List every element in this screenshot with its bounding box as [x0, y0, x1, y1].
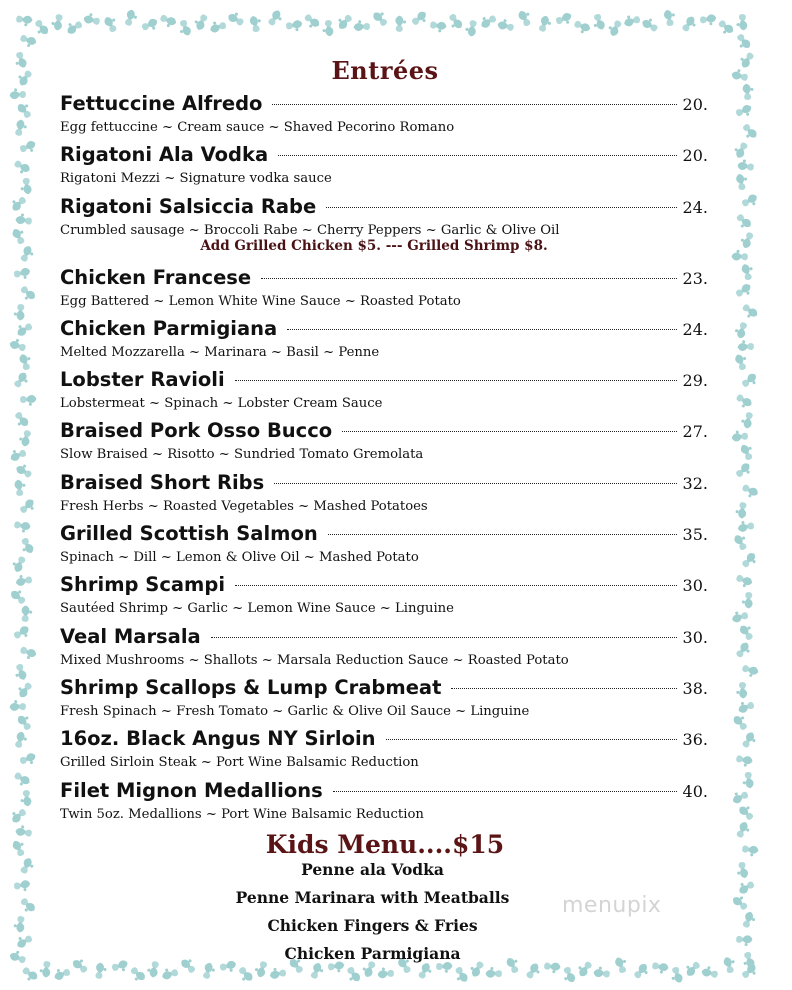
item-price: 24. [682, 319, 708, 339]
dot-leader [326, 207, 676, 208]
menu-item [60, 92, 708, 143]
item-description: Lobstermeat ~ Spinach ~ Lobster Cream Sauce [60, 396, 383, 412]
menu-item [60, 471, 708, 522]
item-name: Chicken Parmigiana [60, 316, 278, 340]
item-description: Twin 5oz. Medallions ~ Port Wine Balsamic Reduction [60, 806, 424, 822]
menu-item [60, 368, 708, 419]
item-name: Grilled Scottish Salmon [60, 522, 318, 546]
item-name: Shrimp Scampi [60, 573, 226, 597]
dot-leader [333, 791, 677, 792]
item-price: 40. [682, 781, 708, 801]
dot-leader [342, 431, 676, 432]
dot-leader [261, 278, 676, 279]
item-price: 32. [682, 473, 708, 493]
item-name: Veal Marsala [60, 624, 201, 648]
item-price: 27. [682, 422, 708, 442]
menu-item [60, 143, 708, 194]
menu-item [60, 573, 708, 624]
item-name: Braised Short Ribs [60, 470, 265, 494]
item-name: Shrimp Scallops & Lump Crabmeat [60, 675, 442, 699]
item-price: 24. [682, 197, 708, 217]
item-description: Fresh Spinach ~ Fresh Tomato ~ Garlic & Olive Oil Sauce ~ Linguine [60, 703, 530, 719]
item-name: Chicken Francese [60, 265, 252, 289]
add-protein-note: Add Grilled Chicken $5. --- Grilled Shrimp $8. [200, 237, 548, 254]
item-description: Egg Battered ~ Lemon White Wine Sauce ~ Roasted Potato [60, 293, 461, 309]
dot-leader [451, 688, 676, 689]
kids-menu-title: Kids Menu....$15 [265, 830, 505, 859]
dot-leader [386, 739, 677, 740]
menu-item [60, 779, 708, 830]
dot-leader [235, 380, 677, 381]
item-name: Rigatoni Salsiccia Rabe [60, 194, 317, 218]
item-description: Slow Braised ~ Risotto ~ Sundried Tomato Gremolata [60, 447, 424, 463]
dot-leader [274, 483, 676, 484]
item-name: Braised Pork Osso Bucco [60, 419, 333, 443]
item-name: Filet Mignon Medallions [60, 778, 323, 802]
item-price: 20. [682, 95, 708, 114]
item-description: Mixed Mushrooms ~ Shallots ~ Marsala Reduction Sauce ~ Roasted Potato [60, 652, 569, 668]
item-price: 23. [682, 268, 708, 288]
menu-item [60, 625, 708, 676]
item-description: Crumbled sausage ~ Broccoli Rabe ~ Cherry Peppers ~ Garlic & Olive Oil [60, 222, 560, 238]
menu-item [60, 419, 708, 470]
menu-item [60, 727, 708, 778]
item-name: Rigatoni Ala Vodka [60, 143, 269, 167]
dot-leader [235, 585, 677, 586]
menu-item [60, 266, 708, 317]
item-price: 35. [682, 525, 708, 545]
item-price: 36. [682, 730, 708, 750]
dot-leader [272, 104, 676, 105]
kids-item: Penne Marinara with Meatballs [235, 888, 510, 907]
item-description: Rigatoni Mezzi ~ Signature vodka sauce [60, 171, 332, 187]
menu-item [60, 317, 708, 368]
item-price: 29. [682, 371, 708, 391]
item-description: Fresh Herbs ~ Roasted Vegetables ~ Mashed Potatoes [60, 498, 428, 514]
menu-item [60, 522, 708, 573]
item-price: 38. [682, 678, 708, 698]
dot-leader [328, 534, 677, 535]
entree-list [60, 92, 708, 830]
dot-leader [211, 637, 677, 638]
item-description: Grilled Sirloin Steak ~ Port Wine Balsamic Reduction [60, 755, 419, 771]
item-price: 30. [682, 576, 708, 596]
item-name: Lobster Ravioli [60, 368, 225, 392]
dot-leader [278, 155, 676, 156]
kids-item: Penne ala Vodka [301, 860, 444, 879]
kids-item: Chicken Fingers & Fries [267, 916, 478, 935]
item-description: Melted Mozzarella ~ Marinara ~ Basil ~ Penne [60, 344, 380, 360]
kids-item: Chicken Parmigiana [284, 944, 461, 963]
item-description: Spinach ~ Dill ~ Lemon & Olive Oil ~ Mashed Potato [60, 550, 419, 566]
item-price: 20. [682, 146, 708, 166]
menupix-watermark: menupix [562, 893, 662, 918]
item-name: 16oz. Black Angus NY Sirloin [60, 727, 376, 751]
menu-item [60, 676, 708, 727]
item-description: Sautéed Shrimp ~ Garlic ~ Lemon Wine Sauce ~ Linguine [60, 601, 454, 617]
item-price: 30. [682, 627, 708, 647]
menu-item [60, 195, 708, 242]
entrees-title: Entrées [331, 56, 439, 85]
item-name: Fettuccine Alfredo [60, 92, 263, 115]
dot-leader [287, 329, 676, 330]
item-description: Egg fettuccine ~ Cream sauce ~ Shaved Pecorino Romano [60, 120, 455, 135]
